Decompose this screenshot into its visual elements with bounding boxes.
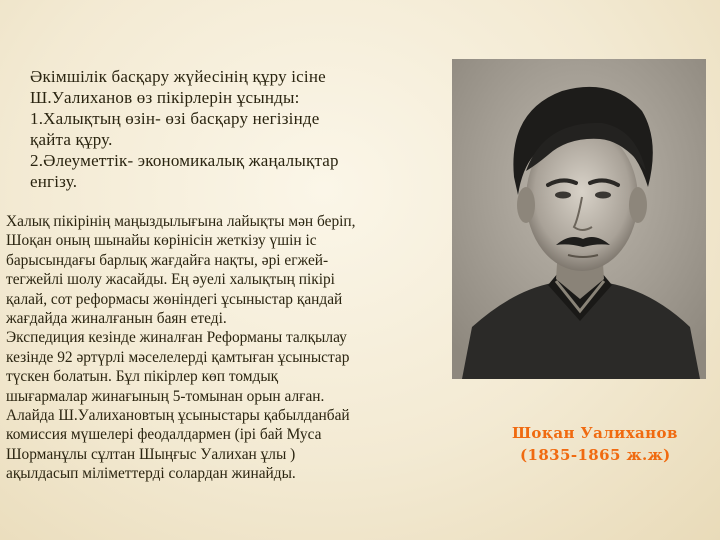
body-line: барысындағы барлық жағдайға нақты, әрі егжей- xyxy=(6,251,329,269)
body-line: комиссия мүшелері феодалдармен (ірі бай Муса xyxy=(6,426,322,444)
body-line: ақылдасып міліметтерді солардан жинайды. xyxy=(6,465,296,483)
intro-line: Әкімшілік басқару жүйесінің құру ісіне xyxy=(30,67,326,86)
body-line: Алайда Ш.Уалихановтың ұсыныстары қабылданбай xyxy=(6,407,350,425)
body-line: шығармалар жинағының 5-томынан орын алған. xyxy=(6,387,325,405)
intro-line: Ш.Уалиханов өз пікірлерін ұсынды: xyxy=(30,88,300,107)
body-line: Халық пікірінің маңыздылығына лайықты мән беріп, xyxy=(6,213,356,230)
body-line: жағдайда жиналғанын баян етеді. xyxy=(6,310,227,328)
body-line: Шорманұлы сұлтан Шыңғыс Уалихан ұлы ) xyxy=(6,445,296,463)
intro-line: 2.Әлеуметтік- экономикалық жаңалықтар xyxy=(30,151,339,170)
intro-line: қайта құру. xyxy=(30,130,113,149)
caption-name: Шоқан Уалиханов xyxy=(512,424,678,442)
portrait-image xyxy=(452,59,706,379)
portrait-caption xyxy=(470,422,710,466)
intro-text-block xyxy=(30,66,410,192)
body-line: түскен болатын. Бұл пікірлер көп томдық xyxy=(6,368,279,386)
body-line: Шоқан оның шынайы көрінісін жеткізу үшін іс xyxy=(6,232,317,250)
intro-line: енгізу. xyxy=(30,172,78,191)
intro-line: 1.Халықтың өзін- өзі басқару негізінде xyxy=(30,109,320,128)
body-line: қалай, сот реформасы жөніндегі ұсыныстар қандай xyxy=(6,290,343,308)
body-line: кезінде 92 әртүрлі мәселелерді қамтыған ұсыныстар xyxy=(6,348,350,366)
body-text-block xyxy=(6,212,426,484)
body-line: тегжейлі шолу жасайды. Ең әуелі халықтың пікірі xyxy=(6,271,335,289)
body-line: Экспедиция кезінде жиналған Реформаны талқылау xyxy=(6,329,347,347)
caption-years: (1835-1865 ж.ж) xyxy=(520,446,671,464)
